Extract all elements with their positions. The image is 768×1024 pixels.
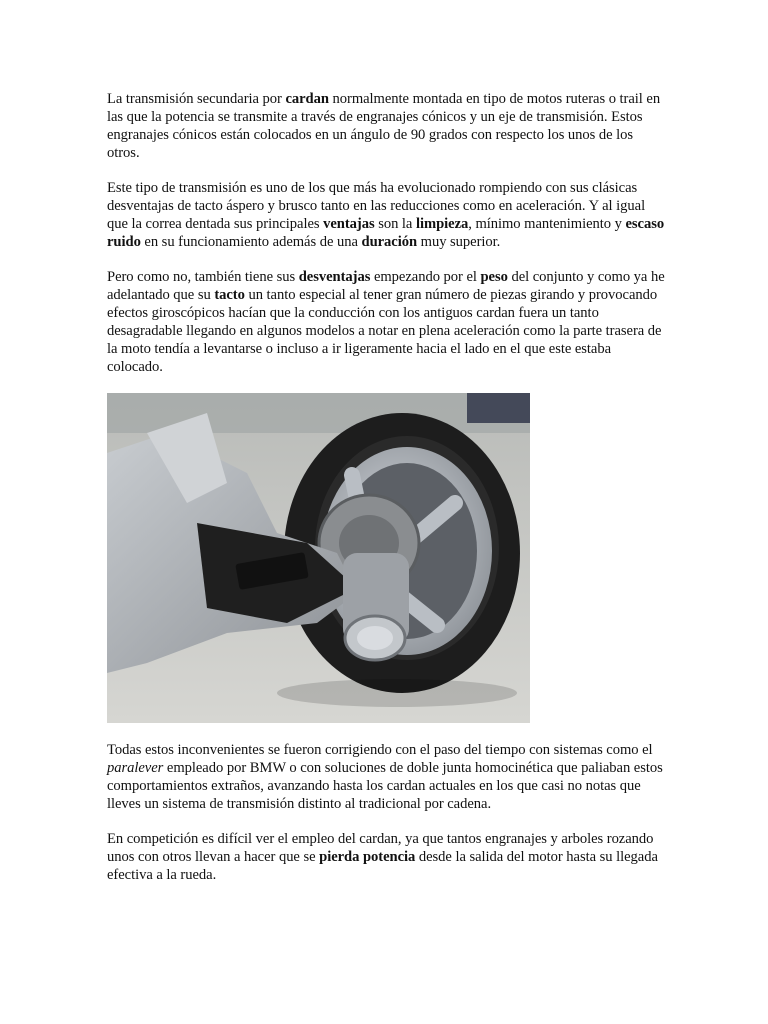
bold-term: cardan [285,91,329,107]
bold-term: duración [361,234,418,250]
paragraph-competition [107,830,667,884]
text-run: normalmente montada en tipo de motos ruteras o trail en las que la potencia se transmite a través de engranajes cónicos y un eje de transmisión. Estos engranajes cónicos están colocados en un ángulo de 90 grados con respecto los unos de los otros. [107,91,661,161]
text-run: un tanto especial al tener gran número de piezas girando y provocando efectos giroscópicos hacían que la conducción con los antiguos cardan fuera un tanto desagradable llegando en algunos modelos a notar en plena aceleración como la parte trasera de la moto tendía a levantarse o incluso a ir ligeramente hacia el lado en el que este estaba colocado. [107,287,662,375]
bold-term: limpieza [415,216,469,232]
text-run: del conjunto y como ya he adelantado que su [107,269,665,303]
text-run: Todas estos inconvenientes se fueron corrigiendo con el paso del tiempo con sistemas como el [107,742,653,758]
paragraph-intro [107,90,667,162]
text-run: desde la salida del motor hasta su llegada efectiva a la rueda. [107,849,658,883]
text-run: son la [374,216,416,232]
text-run: Pero como no, también tiene sus [107,269,299,285]
paragraph-paralever [107,741,667,813]
bold-term: ventajas [323,216,375,232]
italic-term: paralever [107,760,164,776]
paragraph-disadvantages [107,268,667,376]
text-run: La transmisión secundaria por [107,91,286,107]
bold-term: tacto [214,287,245,303]
text-run: empezando por el [370,269,481,285]
text-run: muy superior. [417,234,501,250]
text-run: , mínimo mantenimiento y [468,216,626,232]
bold-term: escaso ruido [107,216,665,250]
text-run: Este tipo de transmisión es uno de los que más ha evolucionado rompiendo con sus clásicas desventajas de tacto áspero y brusco tanto en las reducciones como en aceleración. Y al igual que la correa dentada sus principales [107,180,646,232]
text-run: En competición es difícil ver el empleo del cardan, ya que tantos engranajes y arboles rozando unos con otros llevan a hacer que se [107,831,654,865]
motorcycle-wheel-photo [107,393,530,723]
paragraph-advantages [107,179,667,251]
bold-term: peso [480,269,508,285]
text-run: empleado por BMW o con soluciones de doble junta homocinética que paliaban estos comportamientos extraños, avanzando hasta los cardan actuales en los que casi no notas que lleves un sistema de transmisión distinto al tradicional por cadena. [107,760,663,812]
bold-term: pierda potencia [319,849,416,865]
bold-term: desventajas [298,269,371,285]
document-page [107,90,667,901]
text-run: en su funcionamiento además de una [140,234,362,250]
